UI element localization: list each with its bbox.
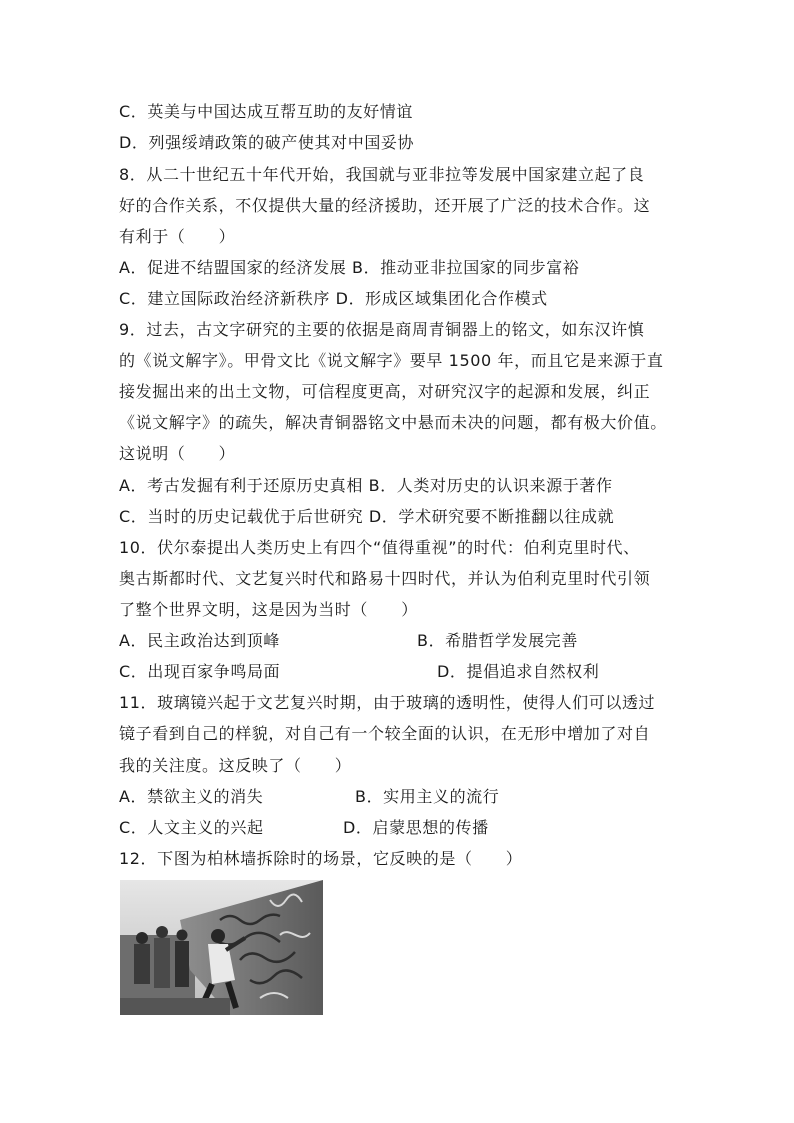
q10-stem-line-1: 10．伏尔泰提出人类历史上有四个“值得重视”的时代：伯利克里时代、 xyxy=(119,538,640,557)
berlin-wall-photo xyxy=(120,880,323,1015)
q7-option-c: C．英美与中国达成互帮互助的友好情谊 xyxy=(119,102,413,121)
q9-stem-line-5: 这说明（ ） xyxy=(119,444,236,463)
q8-options-ab: A．促进不结盟国家的经济发展 B．推动亚非拉国家的同步富裕 xyxy=(119,258,580,277)
q11-option-b: B．实用主义的流行 xyxy=(355,787,500,806)
q9-stem-line-3: 接发掘出来的出土文物，可信程度更高，对研究汉字的起源和发展，纠正 xyxy=(119,382,651,401)
q10-option-a: A．民主政治达到顶峰 xyxy=(119,631,280,650)
q8-options-cd: C．建立国际政治经济新秩序 D．形成区域集团化合作模式 xyxy=(119,289,548,308)
q10-stem-line-2: 奥古斯都时代、文艺复兴时代和路易十四时代，并认为伯利克里时代引领 xyxy=(119,569,651,588)
q8-stem-line-2: 好的合作关系，不仅提供大量的经济援助，还开展了广泛的技术合作。这 xyxy=(119,196,651,215)
q8-stem-line-1: 8．从二十世纪五十年代开始，我国就与亚非拉等发展中国家建立起了良 xyxy=(119,165,645,184)
q11-stem-line-1: 11．玻璃镜兴起于文艺复兴时期，由于玻璃的透明性，使得人们可以透过 xyxy=(119,693,656,712)
q12-stem: 12．下图为柏林墙拆除时的场景，它反映的是（ ） xyxy=(119,849,523,868)
q10-stem-line-3: 了整个世界文明，这是因为当时（ ） xyxy=(119,600,418,619)
q10-option-d: D．提倡追求自然权利 xyxy=(437,662,600,681)
q11-stem-line-2: 镜子看到自己的样貌，对自己有一个较全面的认识，在无形中增加了对自 xyxy=(119,724,651,743)
q10-option-c: C．出现百家争鸣局面 xyxy=(119,662,281,681)
q11-option-c: C．人文主义的兴起 xyxy=(119,818,264,837)
q9-options-cd: C．当时的历史记载优于后世研究 D．学术研究要不断推翻以往成就 xyxy=(119,507,615,526)
q9-stem-line-2: 的《说文解字》。甲骨文比《说文解字》要早 1500 年，而且它是来源于直 xyxy=(119,351,664,370)
q7-option-d: D．列强绥靖政策的破产使其对中国妥协 xyxy=(119,133,415,152)
q9-stem-line-1: 9．过去，古文字研究的主要的依据是商周青铜器上的铭文，如东汉许慎 xyxy=(119,320,645,339)
q8-stem-line-3: 有利于（ ） xyxy=(119,227,236,246)
q9-options-ab: A．考古发掘有利于还原历史真相 B．人类对历史的认识来源于著作 xyxy=(119,476,613,495)
q11-option-a: A．禁欲主义的消失 xyxy=(119,787,264,806)
q10-option-b: B．希腊哲学发展完善 xyxy=(417,631,578,650)
q11-stem-line-3: 我的关注度。这反映了（ ） xyxy=(119,756,352,775)
q11-option-d: D．启蒙思想的传播 xyxy=(343,818,489,837)
q9-stem-line-4: 《说文解字》的疏失，解决青铜器铭文中悬而未决的问题，都有极大价值。 xyxy=(119,413,667,432)
